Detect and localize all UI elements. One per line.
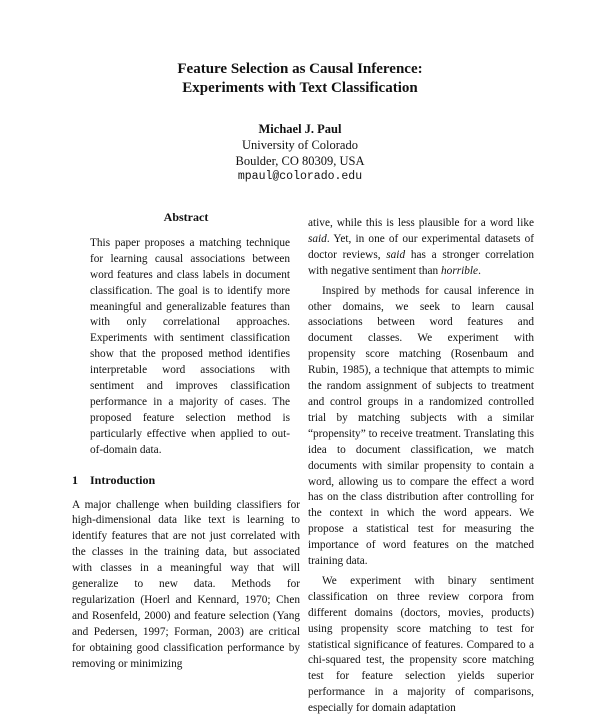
right-column <box>308 216 534 721</box>
right-paragraph-3: We experiment with binary sentiment classification on three review corpora from different domains (doctors, movies, products) using propensity score matching to test for statistical significance of features. Compared to a chi-squared test, the propensity score matching test for feature selection yields superior performance in a majority of comparisons, especially for domain adaptation <box>308 574 534 715</box>
text-run: . <box>478 264 481 277</box>
section-heading-introduction <box>72 473 300 489</box>
emphasis-said: said <box>386 248 406 261</box>
left-column <box>72 210 300 676</box>
text-run: . Yet, in one of our experimental datasets of doctor reviews, <box>308 232 534 261</box>
title-line-1: Feature Selection as Causal Inference: <box>177 61 423 77</box>
section-title: Introduction <box>90 472 156 487</box>
author-affiliation: University of Colorado <box>242 138 358 152</box>
right-paragraph-1 <box>308 216 534 280</box>
emphasis-horrible: horrible <box>441 264 479 277</box>
author-address: Boulder, CO 80309, USA <box>235 154 365 168</box>
section-number: 1 <box>72 472 78 487</box>
intro-paragraph-1: A major challenge when building classifiers for high-dimensional data like text is learning to identify features that are not just correlated with the classes in the training data, but associated with classes in a meaningful way that will generalize to new data. Methods for regularization (Hoerl and Kennard, 1970; Chen and Rosenfeld, 2000) and feature selection (Yang and Pedersen, 1997; Forman, 2003) are critical for obtaining good classification performance by removing or minimizing <box>72 498 300 670</box>
author-block <box>0 121 600 185</box>
right-paragraph-2: Inspired by methods for causal inference in other domains, we seek to learn causal associations between word features and document classes. We experiment with propensity score matching (Rosenbaum and Rubin, 1985), a technique that attempts to mimic the random assignment of subjects to treatment and control groups in a randomized controlled trial by matching subjects with a similar “propensity” to receive treatment. Translating this idea to document classification, we match documents with similar propensity to contain a word, allowing us to compare the effect a word has on the class distribution after controlling for the context in which the word appears. We propose a statistical test for measuring the importance of word features on the matched training data. <box>308 284 534 568</box>
abstract-text: This paper proposes a matching technique for learning causal associations between word features and class labels in document classification. The goal is to identify more meaningful and generalizable features than with only correlational approaches. Experiments with sentiment classification show that the proposed method identifies interpretable word associations with sentiment and improves classification performance in a majority of cases. The proposed feature selection method is particularly effective when applied to out-of-domain data. <box>90 236 290 456</box>
paper-title <box>0 60 600 98</box>
author-email: mpaul@colorado.edu <box>237 170 363 183</box>
author-name: Michael J. Paul <box>258 122 342 136</box>
text-run: has a stronger correlation with negative sentiment than <box>308 248 534 277</box>
emphasis-said: said <box>308 232 327 245</box>
title-line-2: Experiments with Text Classification <box>182 80 418 96</box>
abstract-heading: Abstract <box>163 210 209 224</box>
abstract-body <box>90 236 290 459</box>
text-run: ative, while this is less plausible for a word like <box>308 217 534 229</box>
